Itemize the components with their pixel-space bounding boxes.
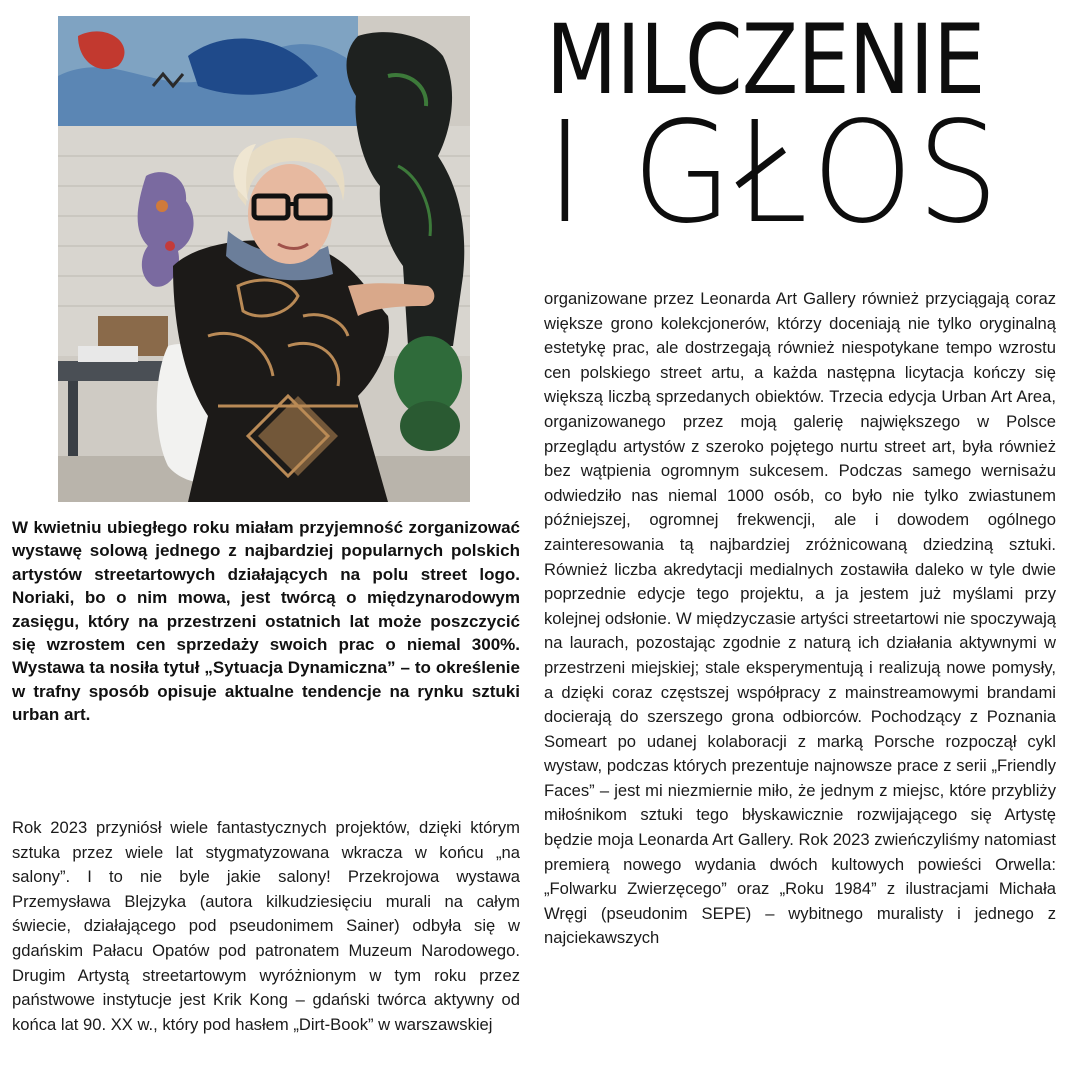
- lead-paragraph: W kwietniu ubiegłego roku miałam przyjemność zorganizować wystawę solową jednego z najbardziej popularnych polskich artystów streetartowych działających na polu street logo. Noriaki, bo o nim mowa, jest twórcą o międzynarodowym zasięgu, który na przestrzeni ostatnich lat może poszczycić się wzrostem cen sprzedaży swoich prac o niemal 300%. Wystawa ta nosiła tytuł „Sytuacja Dynamiczna” – to określenie w trafny sposób opisuje aktualne tendencje na rynku sztuki urban art.: [12, 518, 520, 725]
- body-paragraph-right: organizowane przez Leonarda Art Gallery również przyciągają coraz większe grono kolekcjonerów, którzy doceniają nie tylko oryginalną estetykę prac, ale dostrzegają również niespotykane tempo wzrostu cen polskiego street artu, a każda następna licytacja kończy się większą liczbą sprzedanych obiektów. Trzecia edycja Urban Art Area, organizowanego przez moją galerię największego w Polsce przeglądu artystów z szeroko pojętego nurtu street art, była również bez wątpienia ogromnym sukcesem. Podczas samego wernisażu odwiedziło nas niemal 1000 osób, co było nie tylko zwiastunem późniejszej, ogromnej frekwencji, ale i dowodem ogólnego zainteresowania tą najbardziej zróżnicowaną dziedziną sztuki. Również liczba akredytacji medialnych zostawiła daleko w tyle dwie poprzednie edycje tego projektu, a ja jestem już myślami przy kolejnej odsłonie. W międzyczasie artyści streetartowi nie spoczywają na laurach, pozostając zgodnie z naturą ich działania aktywnymi w przestrzeni miejskiej; stale eksperymentują i realizują nowe pomysły, a dzięki coraz częstszej współpracy z mainstreamowymi brandami docierają do szerszego grona odbiorców. Pochodzący z Poznania Someart po udanej kolaboracji z marką Porsche rozpoczął cykl wystaw, podczas których prezentuje najnowsze prace z serii „Friendly Faces” – jest mi niezmiernie miło, że jednym z miejsc, które przybliży miłośnikom sztuki tego błyskawicznie rozwijającego się Artystę będzie moja Leonarda Art Gallery. Rok 2023 zwieńczyliśmy natomiast premierą nowego wydania dwóch kultowych powieści Orwella: „Folwarku Zwierzęcego” oraz „Roku 1984” z ilustracjami Michała Wręgi (pseudonim SEPE) – wybitnego muralisty i jednego z najciekawszych: [544, 289, 1056, 948]
- headline-line-2: I GŁOS: [546, 92, 1003, 255]
- artist-portrait-photo: [58, 16, 470, 502]
- headline-line-1: MILCZENIE: [546, 4, 985, 116]
- body-paragraph-left: Rok 2023 przyniósł wiele fantastycznych projektów, dzięki którym sztuka przez wiele lat stygmatyzowana wkracza w końcu „na salony”. I to nie byle jakie salony! Przekrojowa wystawa Przemysława Blejzyka (autora kilkudziesięciu murali na całym świecie, działającego pod pseudonimem Sainer) odbyła się w gdańskim Pałacu Opatów pod patronatem Muzeum Narodowego. Drugim Artystą streetartowym wyróżnionym w tym roku przez państwowe instytucje jest Krik Kong – gdański twórca aktywny od końca lat 90. XX w., który pod hasłem „Dirt-Book” w warszawskiej: [12, 818, 520, 1034]
- photo-illustration: [58, 16, 470, 502]
